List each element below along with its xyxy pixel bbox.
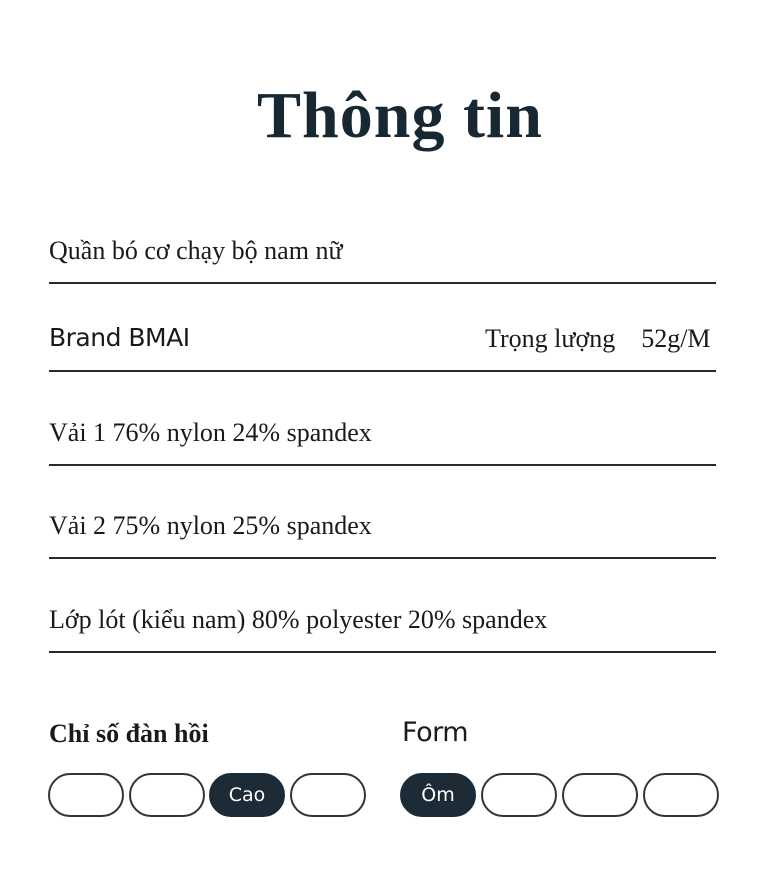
- divider: [49, 557, 716, 559]
- fabric-2: Vải 2 75% nylon 25% spandex: [49, 511, 372, 540]
- brand: Brand BMAI: [49, 323, 190, 352]
- form-option-4[interactable]: [643, 773, 719, 817]
- weight-label: Trọng lượng: [485, 324, 616, 353]
- elasticity-option-4[interactable]: [290, 773, 366, 817]
- weight-info: [485, 324, 711, 354]
- weight-value: 52g/M: [641, 324, 711, 353]
- product-name: Quần bó cơ chạy bộ nam nữ: [49, 236, 343, 265]
- divider: [49, 651, 716, 653]
- divider: [49, 370, 716, 372]
- divider: [49, 464, 716, 466]
- form-option-3[interactable]: [562, 773, 638, 817]
- lining: Lớp lót (kiểu nam) 80% polyester 20% spandex: [49, 605, 548, 634]
- form-option-2[interactable]: [481, 773, 557, 817]
- elasticity-label: Chỉ số đàn hồi: [49, 719, 209, 748]
- elasticity-option-high[interactable]: Cao: [209, 773, 285, 817]
- page-title: Thông tin: [257, 79, 543, 152]
- form-option-fitted[interactable]: Ôm: [400, 773, 476, 817]
- elasticity-option-1[interactable]: [48, 773, 124, 817]
- form-label: Form: [402, 717, 469, 748]
- divider: [49, 282, 716, 284]
- elasticity-option-2[interactable]: [129, 773, 205, 817]
- fabric-1: Vải 1 76% nylon 24% spandex: [49, 418, 372, 447]
